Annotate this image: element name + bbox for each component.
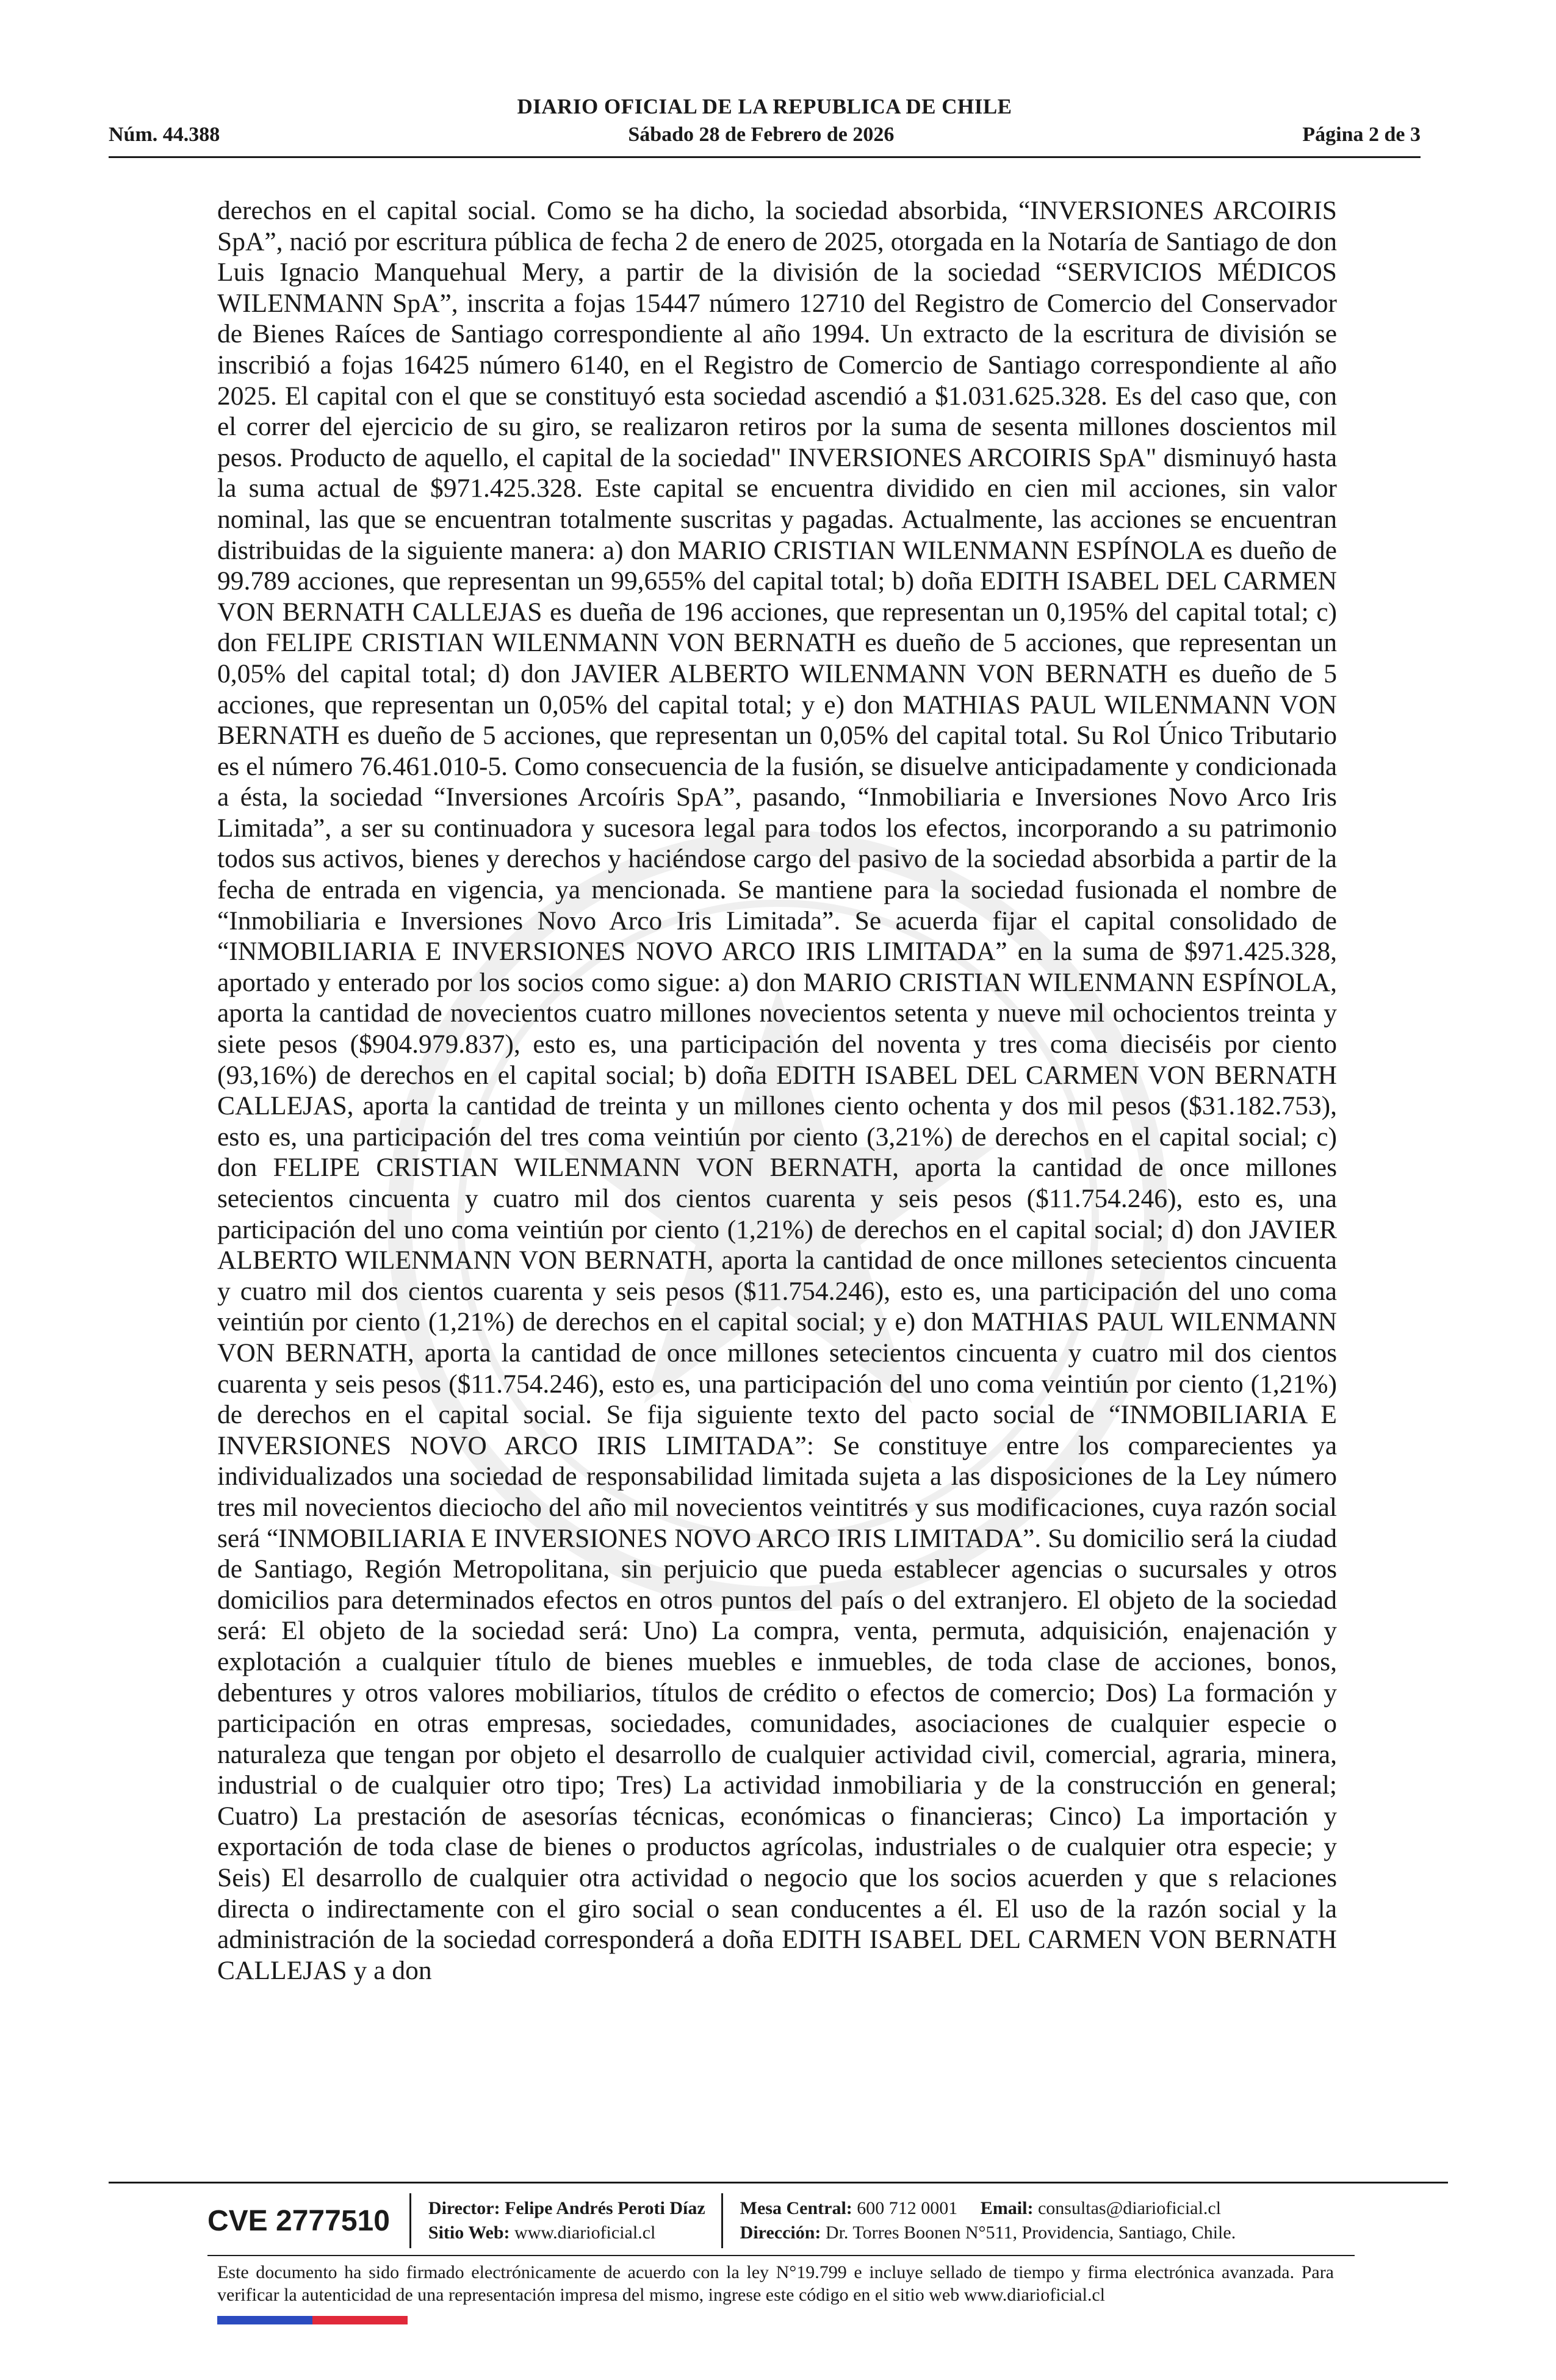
address-label: Dirección: xyxy=(740,2223,821,2243)
director-label: Director: xyxy=(428,2198,500,2218)
flag-blue-segment xyxy=(217,2316,312,2324)
flag-stripe xyxy=(217,2316,408,2324)
footer-divider-top xyxy=(109,2182,1448,2183)
website-label: Sitio Web: xyxy=(428,2223,510,2243)
email-label: Email: xyxy=(980,2198,1034,2218)
phone-number: 600 712 0001 xyxy=(857,2198,958,2218)
address-value: Dr. Torres Boonen N°511, Providencia, Santiago, Chile. xyxy=(825,2223,1236,2243)
cve-code: CVE 2777510 xyxy=(207,2204,390,2237)
footer-separator xyxy=(721,2193,723,2248)
email-link[interactable]: consultas@diarioficial.cl xyxy=(1037,2198,1221,2218)
header-divider xyxy=(109,156,1421,158)
director-name: Felipe Andrés Peroti Díaz xyxy=(505,2198,705,2218)
footer-director-block xyxy=(428,2196,705,2245)
page-header xyxy=(109,93,1421,149)
page-footer xyxy=(207,2192,1355,2249)
header-meta-row xyxy=(109,121,1421,149)
page-number: Página 2 de 3 xyxy=(1302,123,1421,146)
issue-number: Núm. 44.388 xyxy=(109,123,220,146)
legal-notice: Este documento ha sido firmado electrónicamente de acuerdo con la ley N°19.799 e incluye sellado de tiempo y firma electrónica avanzada. Para verificar la autenticidad de una representación impresa del mismo, ingrese este código en el sitio web www.diarioficial.cl xyxy=(217,2262,1334,2305)
footer-separator xyxy=(409,2193,411,2248)
website-link[interactable]: www.diarioficial.cl xyxy=(514,2223,656,2243)
newspaper-title: DIARIO OFICIAL DE LA REPUBLICA DE CHILE xyxy=(517,95,1012,118)
flag-red-segment xyxy=(312,2316,408,2324)
phone-label: Mesa Central: xyxy=(740,2198,852,2218)
article-body: derechos en el capital social. Como se ha dicho, la sociedad absorbida, “INVERSIONES ARCOIRIS SpA”, nació por escritura pública de fecha 2 de enero de 2025, otorgada en la Notaría de Santiago de don Luis Ignacio Manquehual Mery, a partir de la división de la sociedad “SERVICIOS MÉDICOS WILENMANN SpA”, inscrita a fojas 15447 número 12710 del Registro de Comercio del Conservador de Bienes Raíces de Santiago correspondiente al año 1994. Un extracto de la escritura de división se inscribió a fojas 16425 número 6140, en el Registro de Comercio de Santiago correspondiente al año 2025. El capital con el que se constituyó esta sociedad ascendió a $1.031.625.328. Es del caso que, con el correr del ejercicio de su giro, se realizaron retiros por la suma de sesenta millones doscientos mil pesos. Producto de aquello, el capital de la sociedad" INVERSIONES ARCOIRIS SpA" disminuyó hasta la suma actual de $971.425.328. Este capital se encuentra dividido en cien mil acciones, sin valor nominal, las que se encuentran totalmente suscritas y pagadas. Actualmente, las acciones se encuentran distribuidas de la siguiente manera: a) don MARIO CRISTIAN WILENMANN ESPÍNOLA es dueño de 99.789 acciones, que representan un 99,655% del capital total; b) doña EDITH ISABEL DEL CARMEN VON BERNATH CALLEJAS es dueña de 196 acciones, que representan un 0,195% del capital total; c) don FELIPE CRISTIAN WILENMANN VON BERNATH es dueño de 5 acciones, que representan un 0,05% del capital total; d) don JAVIER ALBERTO WILENMANN VON BERNATH es dueño de 5 acciones, que representan un 0,05% del capital total; y e) don MATHIAS PAUL WILENMANN VON BERNATH es dueño de 5 acciones, que representan un 0,05% del capital total. Su Rol Único Tributario es el número 76.461.010-5. Como consecuencia de la fusión, se disuelve anticipadamente y condicionada a ésta, la sociedad “Inversiones Arcoíris SpA”, pasando, “Inmobiliaria e Inversiones Novo Arco Iris Limitada”, a ser su continuadora y sucesora legal para todos los efectos, incorporando a su patrimonio todos sus activos, bienes y derechos y haciéndose cargo del pasivo de la sociedad absorbida a partir de la fecha de entrada en vigencia, ya mencionada. Se mantiene para la sociedad fusionada el nombre de “Inmobiliaria e Inversiones Novo Arco Iris Limitada”. Se acuerda fijar el capital consolidado de “INMOBILIARIA E INVERSIONES NOVO ARCO IRIS LIMITADA” en la suma de $971.425.328, aportado y enterado por los socios como sigue: a) don MARIO CRISTIAN WILENMANN ESPÍNOLA, aporta la cantidad de novecientos cuatro millones novecientos setenta y nueve mil ochocientos treinta y siete pesos ($904.979.837), esto es, una participación del noventa y tres coma dieciséis por ciento (93,16%) de derechos en el capital social; b) doña EDITH ISABEL DEL CARMEN VON BERNATH CALLEJAS, aporta la cantidad de treinta y un millones ciento ochenta y dos mil pesos ($31.182.753), esto es, una participación del tres coma veintiún por ciento (3,21%) de derechos en el capital social; c) don FELIPE CRISTIAN WILENMANN VON BERNATH, aporta la cantidad de once millones setecientos cincuenta y cuatro mil dos cientos cuarenta y seis pesos ($11.754.246), esto es, una participación del uno coma veintiún por ciento (1,21%) de derechos en el capital social; d) don JAVIER ALBERTO WILENMANN VON BERNATH, aporta la cantidad de once millones setecientos cincuenta y cuatro mil dos cientos cuarenta y seis pesos ($11.754.246), esto es, una participación del uno coma veintiún por ciento (1,21%) de derechos en el capital social; y e) don MATHIAS PAUL WILENMANN VON BERNATH, aporta la cantidad de once millones setecientos cincuenta y cuatro mil dos cientos cuarenta y seis pesos ($11.754.246), esto es, una participación del uno coma veintiún por ciento (1,21%) de derechos en el capital social. Se fija siguiente texto del pacto social de “INMOBILIARIA E INVERSIONES NOVO ARCO IRIS LIMITADA”: Se constituye entre los comparecientes ya individualizados una sociedad de responsabilidad limitada sujeta a las disposiciones de la Ley número tres mil novecientos dieciocho del año mil novecientos veintitrés y sus modificaciones, cuya razón social será “INMOBILIARIA E INVERSIONES NOVO ARCO IRIS LIMITADA”. Su domicilio será la ciudad de Santiago, Región Metropolitana, sin perjuicio que pueda establecer agencias o sucursales y otros domicilios para determinados efectos en otros puntos del país o del extranjero. El objeto de la sociedad será: El objeto de la sociedad será: Uno) La compra, venta, permuta, adquisición, enajenación y explotación a cualquier título de bienes muebles e inmuebles, de toda clase de acciones, bonos, debentures y otros valores mobiliarios, títulos de crédito o efectos de comercio; Dos) La formación y participación en otras empresas, sociedades, comunidades, asociaciones de cualquier especie o naturaleza que tengan por objeto el desarrollo de cualquier actividad civil, comercial, agraria, minera, industrial o de cualquier otro tipo; Tres) La actividad inmobiliaria y de la construcción en general; Cuatro) La prestación de asesorías técnicas, económicas o financieras; Cinco) La importación y exportación de toda clase de bienes o productos agrícolas, industriales o de cualquier otra especie; y Seis) El desarrollo de cualquier otra actividad o negocio que los socios acuerden y que s relaciones directa o indirectamente con el giro social o sean conducentes a él. El uso de la razón social y la administración de la sociedad corresponderá a doña EDITH ISABEL DEL CARMEN VON BERNATH CALLEJAS y a don xyxy=(217,196,1337,1985)
footer-divider-bottom xyxy=(207,2255,1355,2256)
issue-date: Sábado 28 de Febrero de 2026 xyxy=(628,123,895,146)
footer-contact-block xyxy=(740,2196,1236,2245)
